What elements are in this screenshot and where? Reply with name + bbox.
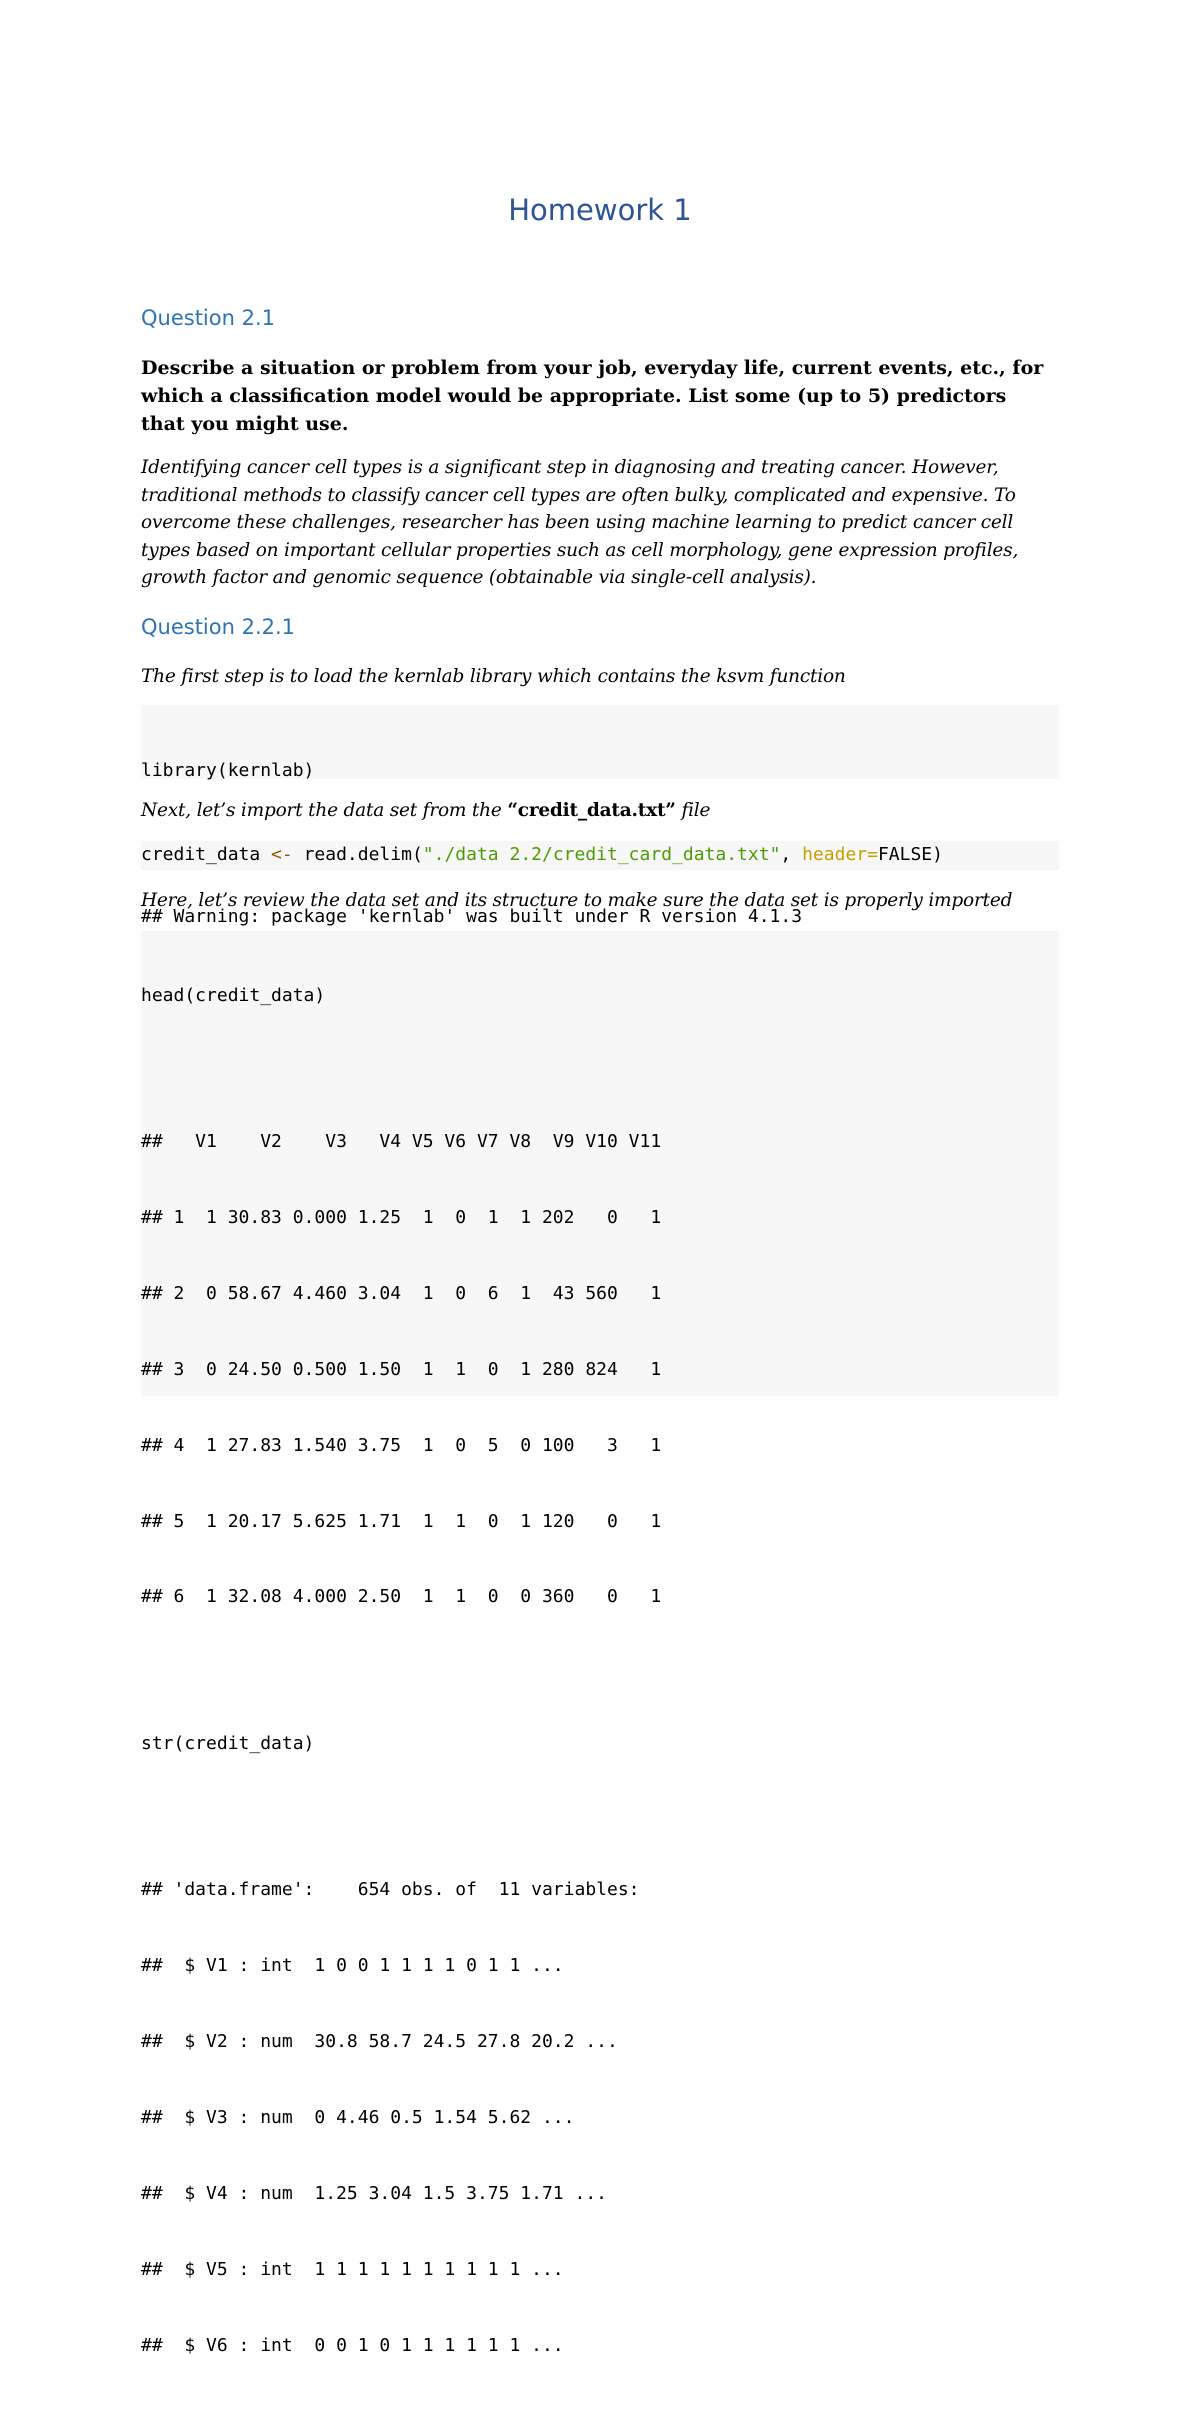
code-line: library(kernlab)	[141, 759, 315, 781]
head-output-line: ## 1 1 30.83 0.000 1.25 1 0 1 1 202 0 1	[141, 1206, 662, 1228]
question-line: Describe a situation or problem from your job, everyday life, current events, etc., for	[141, 357, 1044, 379]
str-output-line: ## $ V5 : int 1 1 1 1 1 1 1 1 1 1 ...	[141, 2258, 564, 2280]
question-line: that you might use.	[141, 413, 349, 435]
code-line: str(credit_data)	[141, 1732, 315, 1754]
review-paragraph	[141, 887, 1059, 915]
import-suffix: file	[675, 800, 711, 821]
section-question-2-1	[141, 306, 1059, 330]
answer-line: Identifying cancer cell types is a significant step in diagnosing and treating cancer. However,	[141, 457, 999, 478]
question-2-1-answer	[141, 454, 1059, 592]
question-2-1-prompt	[141, 354, 1059, 438]
head-output-line: ## V1 V2 V3 V4 V5 V6 V7 V8 V9 V10 V11	[141, 1131, 662, 1153]
code-fn: read.delim(	[292, 844, 423, 865]
code-comma: ,	[780, 844, 803, 865]
answer-line: types based on important cellular properties such as cell morphology, gene expression profiles,	[141, 539, 1019, 561]
answer-line: growth factor and genomic sequence (obtainable via single-cell analysis).	[141, 567, 817, 588]
warning-output: ## Warning: package 'kernlab' was built under R version 4.1.3	[141, 906, 803, 928]
question-line: which a classification model would be appropriate. List some (up to 5) predictors	[141, 385, 1007, 407]
str-output-line: ## $ V6 : int 0 0 1 0 1 1 1 1 1 1 ...	[141, 2334, 564, 2356]
head-output-line: ## 4 1 27.83 1.540 3.75 1 0 5 0 100 3 1	[141, 1434, 662, 1456]
code-chunk-read	[141, 841, 1059, 870]
intro-text: The first step is to load the kernlab library which contains the ksvm function	[141, 666, 846, 687]
code-arg: header=	[802, 844, 878, 865]
import-filename: “credit_data.txt”	[507, 800, 676, 821]
head-output-line: ## 6 1 32.08 4.000 2.50 1 1 0 0 360 0 1	[141, 1586, 662, 1608]
head-output-line: ## 2 0 58.67 4.460 3.04 1 0 6 1 43 560 1	[141, 1282, 662, 1304]
section-question-2-2-1	[141, 615, 1059, 639]
code-line: head(credit_data)	[141, 984, 326, 1006]
review-text: Here, let’s review the data set and its structure to make sure the data set is properly imported	[141, 890, 1013, 911]
intro-paragraph	[141, 663, 1059, 691]
import-paragraph	[141, 797, 1059, 825]
question-2-2-1-heading: Question 2.2.1	[141, 615, 296, 639]
code-assign: <-	[271, 844, 293, 865]
str-output-line: ## 'data.frame': 654 obs. of 11 variables:	[141, 1879, 640, 1901]
code-path: "./data 2.2/credit_card_data.txt"	[422, 844, 781, 865]
head-output-line: ## 3 0 24.50 0.500 1.50 1 1 0 1 280 824 1	[141, 1358, 662, 1380]
document-title: Homework 1	[508, 193, 692, 227]
str-output-line: ## $ V2 : num 30.8 58.7 24.5 27.8 20.2 ...	[141, 2031, 618, 2053]
str-output-line: ## $ V3 : num 0 4.46 0.5 1.54 5.62 ...	[141, 2107, 575, 2129]
head-output-line: ## 5 1 20.17 5.625 1.71 1 1 0 1 120 0 1	[141, 1510, 662, 1532]
str-output-line: ## $ V4 : num 1.25 3.04 1.5 3.75 1.71 ...	[141, 2182, 607, 2204]
answer-line: overcome these challenges, researcher has been using machine learning to predict cancer cell	[141, 512, 1014, 533]
str-output-line: ## $ V1 : int 1 0 0 1 1 1 1 0 1 1 ...	[141, 1955, 564, 1977]
code-chunk-head-str	[141, 931, 1059, 2356]
answer-line: traditional methods to classify cancer cell types are often bulky, complicated and expensive. To	[141, 484, 1016, 506]
code-val: FALSE)	[877, 844, 943, 865]
question-2-1-heading: Question 2.1	[141, 306, 275, 330]
code-var: credit_data	[141, 844, 272, 865]
import-text: Next, let’s import the data set from the	[141, 800, 508, 821]
